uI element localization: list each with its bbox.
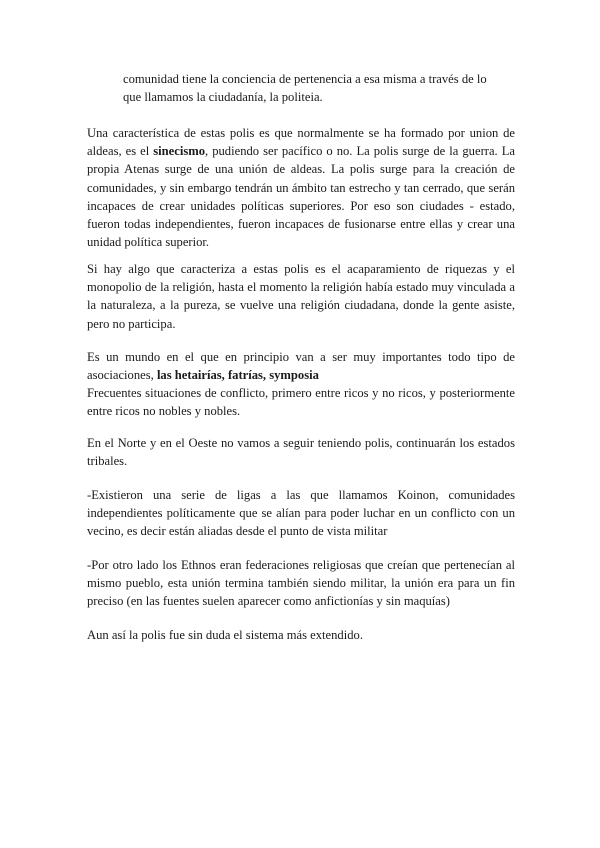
paragraph-text: , pudiendo ser pacífico o no. La polis surge de la guerra. La propia Atenas surge de una unión de aldeas. La polis surge para la creación de comunidades, y sin embargo tendrán un ámbito tan estrecho y tan cerrado, que serán incapaces de crear unidades políticas superiores. Por eso son ciudades - estado, fueron todas independientes, fueron incapaces de fusionarse entre ellas y crear una unidad política superior. — [87, 144, 515, 250]
paragraph-sinecismo — [87, 124, 515, 251]
paragraph-conflicto — [87, 384, 515, 420]
paragraph-text: En el Norte y en el Oeste no vamos a seguir teniendo polis, continuarán los estados tribales. — [87, 436, 515, 469]
indented-paragraph — [123, 70, 515, 106]
paragraph-conclusion — [87, 626, 515, 644]
paragraph-religion — [87, 260, 515, 333]
paragraph-asociaciones — [87, 348, 515, 384]
paragraph-text: -Por otro lado los Ethnos eran federaciones religiosas que creían que pertenecían al mismo pueblo, esta unión termina también siendo militar, la unión era para un fin preciso (en las fuentes suelen aparecer como anfictionías y sin maquías) — [87, 558, 515, 609]
paragraph-norte-oeste — [87, 434, 515, 470]
paragraph-text: Aun así la polis fue sin duda el sistema más extendido. — [87, 628, 363, 642]
paragraph-koinon — [87, 486, 515, 541]
bold-term: las hetairías, fatrías, symposia — [156, 368, 319, 383]
paragraph-text: Si hay algo que caracteriza a estas polis es el acaparamiento de riquezas y el monopolio de la religión, hasta el momento la religión había estado muy vinculada a la naturaleza, a la pureza, se vuelve una religión ciudadana, donde la gente asiste, pero no participa. — [87, 262, 515, 331]
paragraph-text: Una característica de estas polis es que normalmente se ha formado por union de aldeas, es el — [87, 126, 515, 159]
text-line: comunidad tiene la conciencia de pertenencia a esa misma a través de lo — [123, 72, 487, 86]
paragraph-text: Frecuentes situaciones de conflicto, primero entre ricos y no ricos, y posteriormente entre ricos no nobles y nobles. — [87, 386, 515, 419]
text-line: que llamamos la ciudadanía, la politeia. — [123, 90, 323, 105]
paragraph-text: -Existieron una serie de ligas a las que llamamos Koinon, comunidades independientes políticamente que se alían para poder luchar en un conflicto con un vecino, es decir están aliadas desde el punto de vista militar — [87, 488, 515, 539]
bold-term: sinecismo — [153, 144, 206, 159]
paragraph-text: Es un mundo en el que en principio van a ser muy importantes todo tipo de asociaciones, — [87, 350, 515, 383]
paragraph-ethnos — [87, 556, 515, 611]
